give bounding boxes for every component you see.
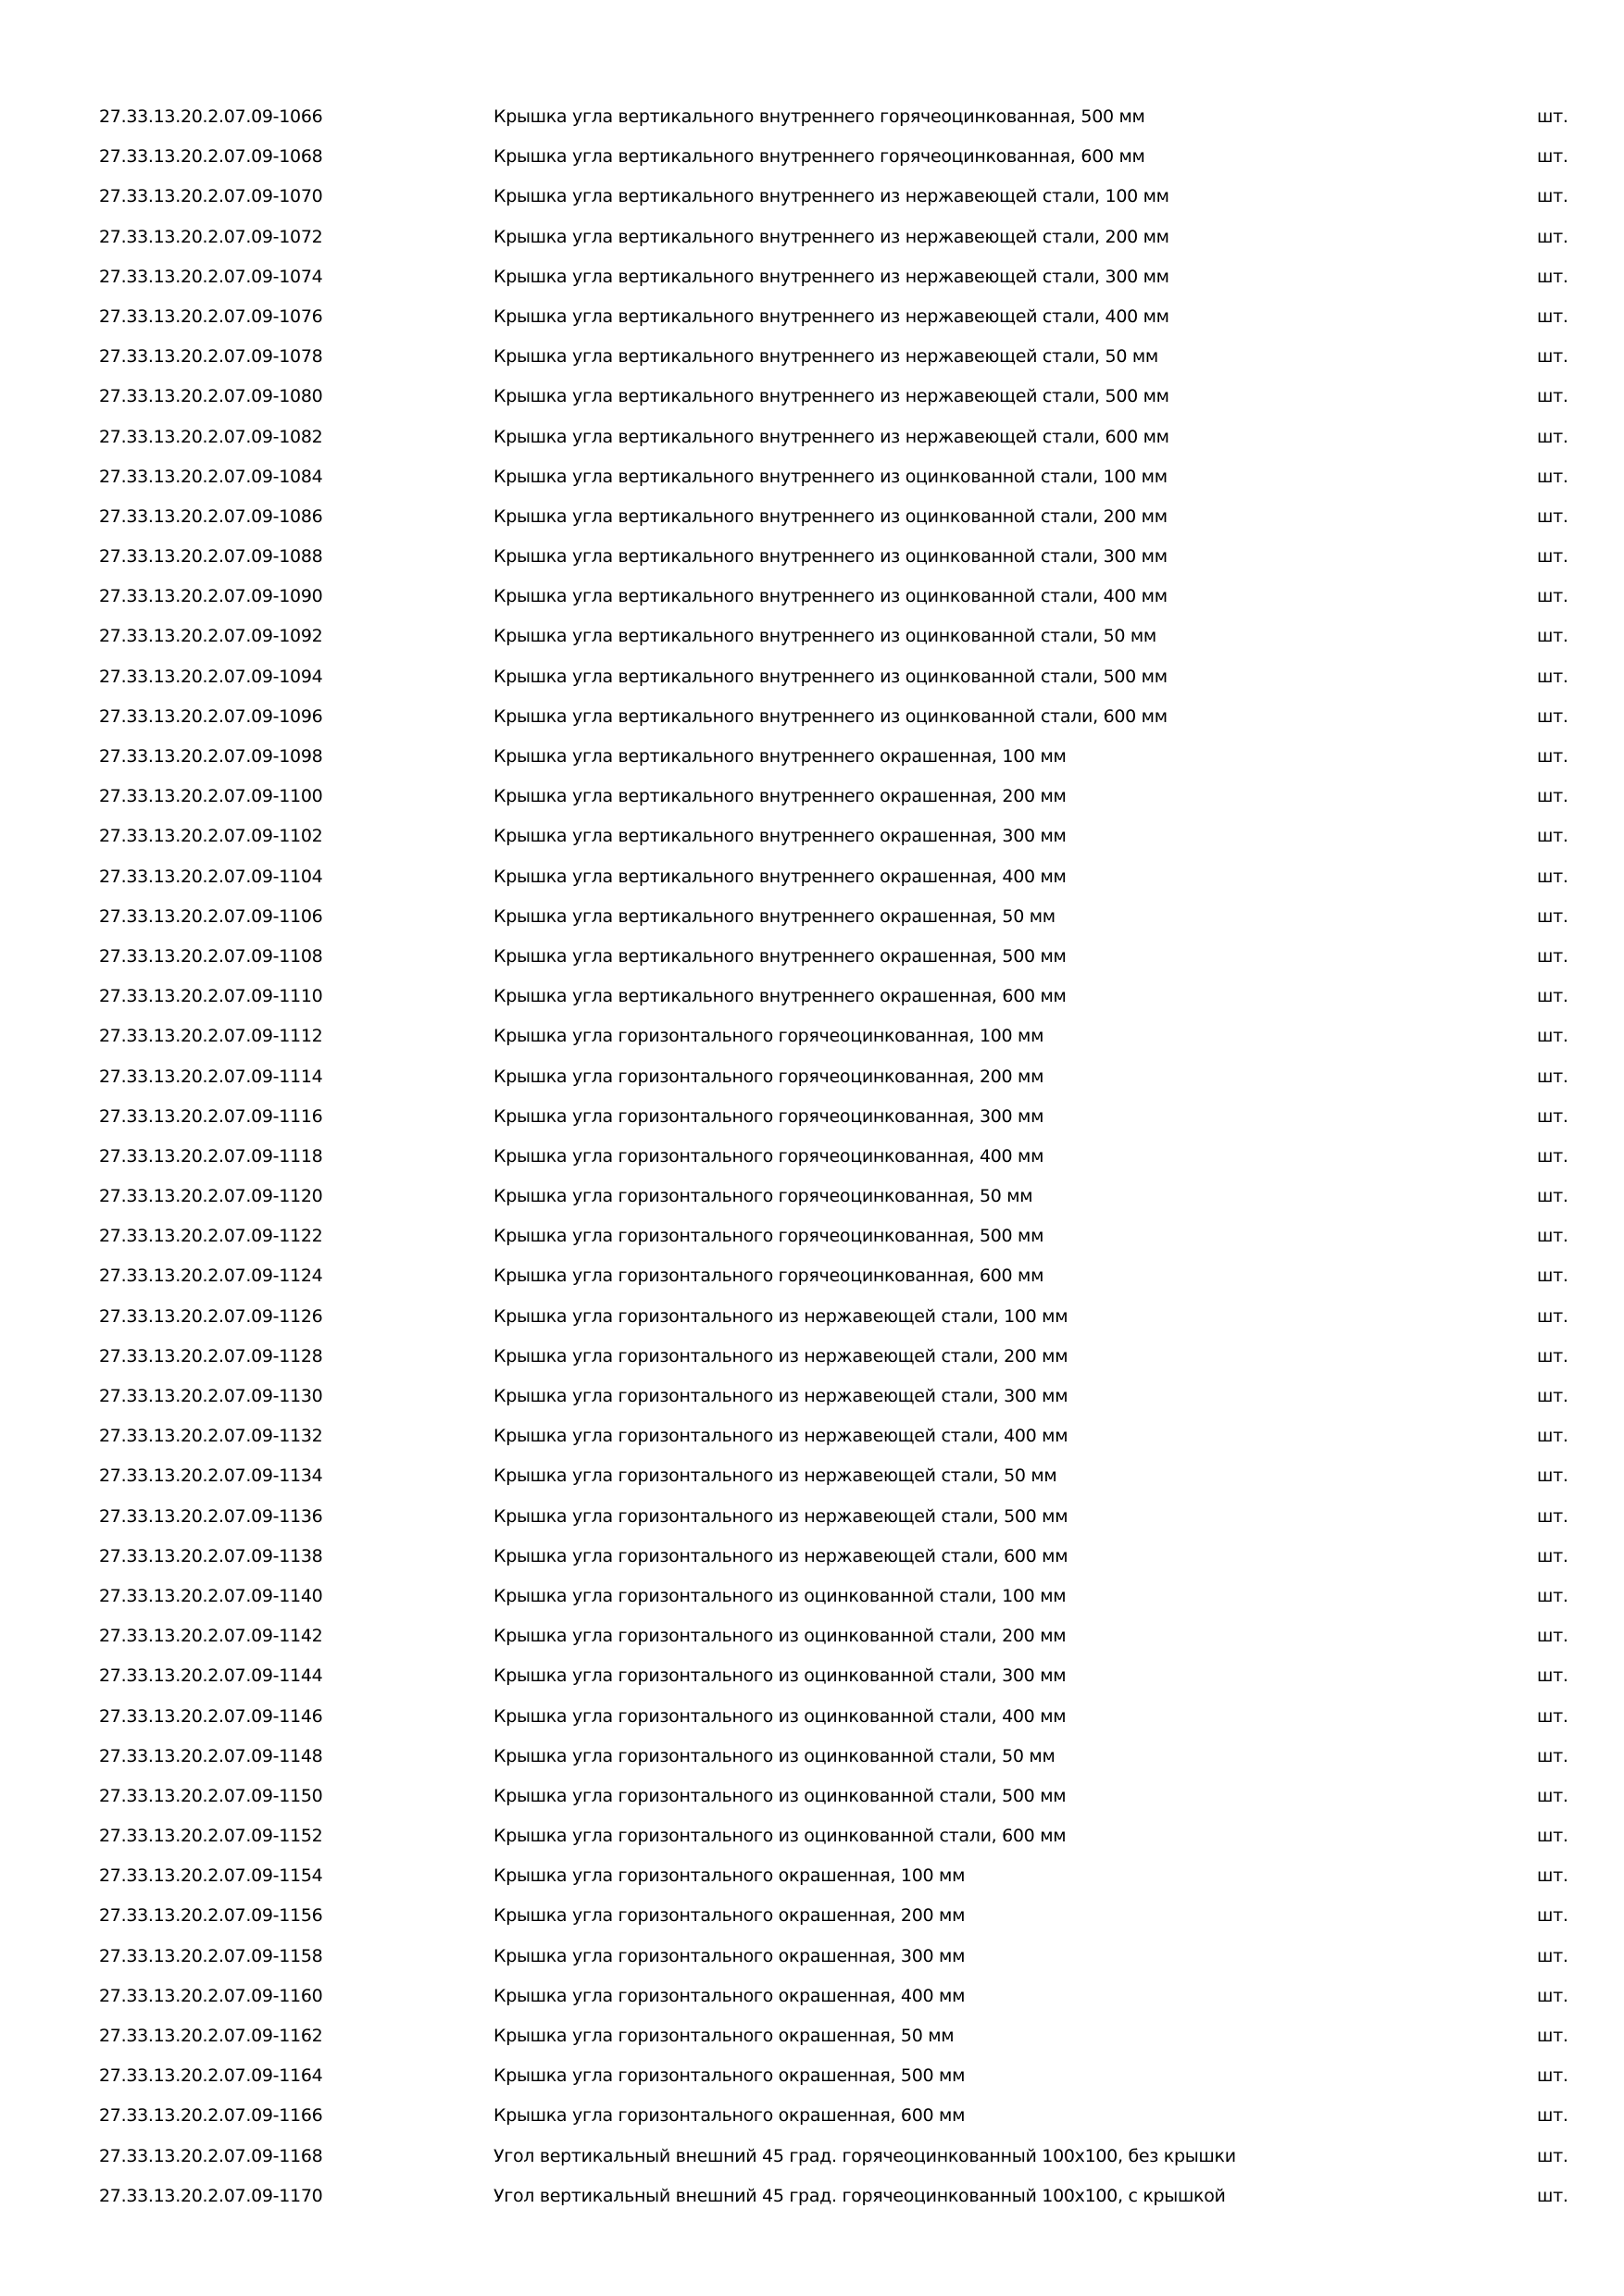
table-row [0, 1703, 1624, 1742]
item-unit: шт. [1537, 1505, 1568, 1527]
item-code: 27.33.13.20.2.07.09-1138 [99, 1545, 323, 1566]
item-unit: шт. [1537, 1626, 1568, 1647]
item-code: 27.33.13.20.2.07.09-1140 [99, 1585, 323, 1606]
item-name: Крышка угла горизонтального окрашенная, 50 мм [493, 2026, 955, 2046]
item-name: Крышка угла горизонтального из нержавеющей стали, 600 мм [493, 1545, 1068, 1566]
item-unit: шт. [1537, 1745, 1568, 1766]
item-unit: шт. [1537, 2185, 1568, 2206]
table-row [0, 1063, 1624, 1103]
item-unit: шт. [1537, 1985, 1568, 2006]
item-name: Крышка угла горизонтального горячеоцинкованная, 400 мм [493, 1145, 1044, 1167]
table-row [0, 1982, 1624, 2022]
item-name: Крышка угла вертикального внутреннего окрашенная, 300 мм [493, 826, 1067, 847]
item-code: 27.33.13.20.2.07.09-1096 [99, 705, 323, 727]
item-name: Крышка угла горизонтального из оцинкованной стали, 100 мм [493, 1585, 1067, 1606]
item-unit: шт. [1537, 1266, 1568, 1287]
item-code: 27.33.13.20.2.07.09-1066 [99, 106, 323, 127]
item-unit: шт. [1537, 2065, 1568, 2087]
item-unit: шт. [1537, 346, 1568, 368]
item-name: Крышка угла горизонтального горячеоцинкованная, 500 мм [493, 1226, 1044, 1247]
table-row [0, 903, 1624, 942]
item-name: Крышка угла вертикального внутреннего из оцинкованной стали, 100 мм [493, 466, 1168, 487]
table-row [0, 1582, 1624, 1622]
item-code: 27.33.13.20.2.07.09-1090 [99, 586, 323, 607]
table-row [0, 1503, 1624, 1542]
table-row [0, 1662, 1624, 1702]
item-code: 27.33.13.20.2.07.09-1072 [99, 226, 323, 247]
item-unit: шт. [1537, 1105, 1568, 1127]
table-row [0, 1462, 1624, 1502]
item-code: 27.33.13.20.2.07.09-1122 [99, 1226, 323, 1247]
item-name: Крышка угла вертикального внутреннего из нержавеющей стали, 200 мм [493, 226, 1169, 247]
item-name: Крышка угла горизонтального из нержавеющей стали, 200 мм [493, 1345, 1068, 1366]
item-code: 27.33.13.20.2.07.09-1116 [99, 1105, 323, 1127]
item-name: Крышка угла горизонтального окрашенная, 400 мм [493, 1985, 966, 2006]
table-row [0, 1622, 1624, 1662]
table-row [0, 1942, 1624, 1982]
item-unit: шт. [1537, 1345, 1568, 1366]
item-unit: шт. [1537, 746, 1568, 767]
item-unit: шт. [1537, 1905, 1568, 1927]
item-unit: шт. [1537, 866, 1568, 887]
item-code: 27.33.13.20.2.07.09-1112 [99, 1026, 323, 1047]
table-row [0, 2022, 1624, 2062]
item-name: Крышка угла вертикального внутреннего окрашенная, 500 мм [493, 945, 1067, 967]
item-name: Крышка угла вертикального внутреннего окрашенная, 400 мм [493, 866, 1067, 887]
table-row [0, 1222, 1624, 1262]
item-code: 27.33.13.20.2.07.09-1126 [99, 1305, 323, 1327]
table-row [0, 143, 1624, 182]
table-row [0, 2102, 1624, 2141]
item-unit: шт. [1537, 546, 1568, 568]
item-unit: шт. [1537, 146, 1568, 168]
table-row [0, 303, 1624, 343]
table-row [0, 1262, 1624, 1302]
item-code: 27.33.13.20.2.07.09-1086 [99, 505, 323, 527]
item-code: 27.33.13.20.2.07.09-1160 [99, 1985, 323, 2006]
item-unit: шт. [1537, 1466, 1568, 1487]
item-unit: шт. [1537, 426, 1568, 447]
item-name: Крышка угла вертикального внутреннего из оцинкованной стали, 300 мм [493, 546, 1168, 568]
item-name: Крышка угла горизонтального из оцинкованной стали, 50 мм [493, 1745, 1056, 1766]
item-code: 27.33.13.20.2.07.09-1106 [99, 905, 323, 927]
item-unit: шт. [1537, 1145, 1568, 1167]
item-code: 27.33.13.20.2.07.09-1132 [99, 1426, 323, 1447]
item-name: Крышка угла горизонтального окрашенная, 100 мм [493, 1866, 966, 1887]
item-name: Угол вертикальный внешний 45 град. горячеоцинкованный 100х100, с крышкой [493, 2185, 1226, 2206]
table-row [0, 543, 1624, 582]
item-code: 27.33.13.20.2.07.09-1166 [99, 2105, 323, 2127]
table-row [0, 1382, 1624, 1422]
table-row [0, 343, 1624, 382]
item-name: Крышка угла горизонтального из оцинкованной стали, 200 мм [493, 1626, 1067, 1647]
item-name: Крышка угла вертикального внутреннего из нержавеющей стали, 300 мм [493, 266, 1169, 287]
table-row [0, 1822, 1624, 1862]
item-code: 27.33.13.20.2.07.09-1168 [99, 2145, 323, 2166]
item-name: Крышка угла горизонтального горячеоцинкованная, 100 мм [493, 1026, 1044, 1047]
item-name: Крышка угла вертикального внутреннего окрашенная, 600 мм [493, 986, 1067, 1007]
item-name: Крышка угла вертикального внутреннего горячеоцинкованная, 600 мм [493, 146, 1145, 168]
item-code: 27.33.13.20.2.07.09-1124 [99, 1266, 323, 1287]
item-code: 27.33.13.20.2.07.09-1148 [99, 1745, 323, 1766]
item-name: Крышка угла горизонтального из оцинкованной стали, 400 мм [493, 1705, 1067, 1727]
table-row [0, 263, 1624, 303]
item-code: 27.33.13.20.2.07.09-1164 [99, 2065, 323, 2087]
item-unit: шт. [1537, 986, 1568, 1007]
table-row [0, 182, 1624, 222]
item-unit: шт. [1537, 1426, 1568, 1447]
item-unit: шт. [1537, 705, 1568, 727]
item-code: 27.33.13.20.2.07.09-1076 [99, 306, 323, 327]
item-unit: шт. [1537, 666, 1568, 687]
table-row [0, 863, 1624, 903]
table-row [0, 742, 1624, 782]
item-code: 27.33.13.20.2.07.09-1092 [99, 626, 323, 647]
item-code: 27.33.13.20.2.07.09-1156 [99, 1905, 323, 1927]
item-code: 27.33.13.20.2.07.09-1094 [99, 666, 323, 687]
item-code: 27.33.13.20.2.07.09-1130 [99, 1386, 323, 1406]
item-name: Крышка угла вертикального внутреннего из оцинкованной стали, 50 мм [493, 626, 1156, 647]
item-code: 27.33.13.20.2.07.09-1136 [99, 1505, 323, 1527]
item-code: 27.33.13.20.2.07.09-1070 [99, 186, 323, 207]
table-row [0, 223, 1624, 263]
item-code: 27.33.13.20.2.07.09-1084 [99, 466, 323, 487]
table-row [0, 582, 1624, 622]
item-name: Крышка угла горизонтального из нержавеющей стали, 400 мм [493, 1426, 1068, 1447]
item-code: 27.33.13.20.2.07.09-1080 [99, 386, 323, 407]
item-name: Крышка угла вертикального внутреннего окрашенная, 100 мм [493, 746, 1067, 767]
table-row [0, 1862, 1624, 1902]
item-code: 27.33.13.20.2.07.09-1170 [99, 2185, 323, 2206]
item-name: Крышка угла горизонтального окрашенная, 300 мм [493, 1945, 966, 1966]
price-list-table [0, 103, 1624, 2222]
item-unit: шт. [1537, 786, 1568, 807]
table-row [0, 2142, 1624, 2182]
item-unit: шт. [1537, 226, 1568, 247]
item-code: 27.33.13.20.2.07.09-1152 [99, 1826, 323, 1847]
item-code: 27.33.13.20.2.07.09-1150 [99, 1785, 323, 1806]
item-code: 27.33.13.20.2.07.09-1118 [99, 1145, 323, 1167]
item-code: 27.33.13.20.2.07.09-1100 [99, 786, 323, 807]
item-code: 27.33.13.20.2.07.09-1082 [99, 426, 323, 447]
item-name: Крышка угла вертикального внутреннего из нержавеющей стали, 400 мм [493, 306, 1169, 327]
item-name: Крышка угла горизонтального из нержавеющей стали, 50 мм [493, 1466, 1057, 1487]
item-unit: шт. [1537, 586, 1568, 607]
item-code: 27.33.13.20.2.07.09-1142 [99, 1626, 323, 1647]
item-name: Крышка угла вертикального внутреннего из оцинкованной стали, 200 мм [493, 505, 1168, 527]
item-code: 27.33.13.20.2.07.09-1110 [99, 986, 323, 1007]
item-code: 27.33.13.20.2.07.09-1102 [99, 826, 323, 847]
item-unit: шт. [1537, 186, 1568, 207]
item-unit: шт. [1537, 1226, 1568, 1247]
table-row [0, 622, 1624, 662]
item-unit: шт. [1537, 1866, 1568, 1887]
table-row [0, 2062, 1624, 2102]
table-row [0, 942, 1624, 982]
item-code: 27.33.13.20.2.07.09-1088 [99, 546, 323, 568]
item-unit: шт. [1537, 826, 1568, 847]
item-unit: шт. [1537, 1705, 1568, 1727]
item-code: 27.33.13.20.2.07.09-1114 [99, 1066, 323, 1087]
table-row [0, 463, 1624, 503]
item-name: Крышка угла вертикального внутреннего из нержавеющей стали, 600 мм [493, 426, 1169, 447]
table-row [0, 782, 1624, 822]
item-unit: шт. [1537, 2145, 1568, 2166]
table-row [0, 822, 1624, 862]
item-code: 27.33.13.20.2.07.09-1120 [99, 1186, 323, 1207]
table-row [0, 1782, 1624, 1822]
table-row [0, 1022, 1624, 1062]
item-name: Крышка угла вертикального внутреннего из оцинкованной стали, 500 мм [493, 666, 1168, 687]
item-name: Крышка угла вертикального внутреннего горячеоцинкованная, 500 мм [493, 106, 1145, 127]
item-code: 27.33.13.20.2.07.09-1162 [99, 2026, 323, 2046]
item-unit: шт. [1537, 1785, 1568, 1806]
item-unit: шт. [1537, 466, 1568, 487]
item-unit: шт. [1537, 945, 1568, 967]
item-name: Крышка угла вертикального внутреннего из нержавеющей стали, 50 мм [493, 346, 1158, 368]
table-row [0, 1342, 1624, 1382]
item-unit: шт. [1537, 1386, 1568, 1406]
item-code: 27.33.13.20.2.07.09-1154 [99, 1866, 323, 1887]
item-unit: шт. [1537, 106, 1568, 127]
item-code: 27.33.13.20.2.07.09-1078 [99, 346, 323, 368]
item-name: Крышка угла вертикального внутреннего окрашенная, 200 мм [493, 786, 1067, 807]
item-unit: шт. [1537, 2026, 1568, 2046]
item-code: 27.33.13.20.2.07.09-1158 [99, 1945, 323, 1966]
table-row [0, 1103, 1624, 1142]
item-unit: шт. [1537, 266, 1568, 287]
table-row [0, 1182, 1624, 1222]
table-row [0, 1902, 1624, 1941]
item-unit: шт. [1537, 1305, 1568, 1327]
item-unit: шт. [1537, 1026, 1568, 1047]
item-code: 27.33.13.20.2.07.09-1098 [99, 746, 323, 767]
table-row [0, 503, 1624, 543]
item-name: Крышка угла вертикального внутреннего из оцинкованной стали, 600 мм [493, 705, 1168, 727]
item-name: Крышка угла вертикального внутреннего из оцинкованной стали, 400 мм [493, 586, 1168, 607]
item-code: 27.33.13.20.2.07.09-1146 [99, 1705, 323, 1727]
item-name: Крышка угла горизонтального из оцинкованной стали, 600 мм [493, 1826, 1067, 1847]
table-row [0, 1142, 1624, 1182]
table-row [0, 382, 1624, 422]
item-name: Крышка угла горизонтального окрашенная, 600 мм [493, 2105, 966, 2127]
table-row [0, 663, 1624, 703]
item-name: Крышка угла горизонтального горячеоцинкованная, 600 мм [493, 1266, 1044, 1287]
item-name: Крышка угла горизонтального горячеоцинкованная, 50 мм [493, 1186, 1033, 1207]
item-name: Крышка угла горизонтального из оцинкованной стали, 300 мм [493, 1666, 1067, 1687]
item-unit: шт. [1537, 1585, 1568, 1606]
item-code: 27.33.13.20.2.07.09-1128 [99, 1345, 323, 1366]
item-code: 27.33.13.20.2.07.09-1074 [99, 266, 323, 287]
item-unit: шт. [1537, 505, 1568, 527]
item-code: 27.33.13.20.2.07.09-1144 [99, 1666, 323, 1687]
item-code: 27.33.13.20.2.07.09-1134 [99, 1466, 323, 1487]
table-row [0, 1742, 1624, 1782]
item-name: Угол вертикальный внешний 45 град. горячеоцинкованный 100х100, без крышки [493, 2145, 1236, 2166]
item-name: Крышка угла горизонтального из нержавеющей стали, 100 мм [493, 1305, 1068, 1327]
item-name: Крышка угла горизонтального окрашенная, 500 мм [493, 2065, 966, 2087]
item-name: Крышка угла горизонтального горячеоцинкованная, 300 мм [493, 1105, 1044, 1127]
table-row [0, 1542, 1624, 1582]
item-unit: шт. [1537, 905, 1568, 927]
item-name: Крышка угла горизонтального из нержавеющей стали, 300 мм [493, 1386, 1068, 1406]
item-unit: шт. [1537, 1666, 1568, 1687]
item-unit: шт. [1537, 1826, 1568, 1847]
item-name: Крышка угла горизонтального окрашенная, 200 мм [493, 1905, 966, 1927]
table-row [0, 1422, 1624, 1462]
item-name: Крышка угла горизонтального из оцинкованной стали, 500 мм [493, 1785, 1067, 1806]
item-unit: шт. [1537, 626, 1568, 647]
item-unit: шт. [1537, 1186, 1568, 1207]
table-row [0, 2182, 1624, 2222]
item-unit: шт. [1537, 386, 1568, 407]
item-code: 27.33.13.20.2.07.09-1068 [99, 146, 323, 168]
item-unit: шт. [1537, 306, 1568, 327]
item-unit: шт. [1537, 1545, 1568, 1566]
item-name: Крышка угла вертикального внутреннего из нержавеющей стали, 500 мм [493, 386, 1169, 407]
table-row [0, 982, 1624, 1022]
item-name: Крышка угла горизонтального из нержавеющей стали, 500 мм [493, 1505, 1068, 1527]
item-unit: шт. [1537, 1945, 1568, 1966]
table-row [0, 703, 1624, 742]
item-code: 27.33.13.20.2.07.09-1108 [99, 945, 323, 967]
table-row [0, 1303, 1624, 1342]
table-row [0, 103, 1624, 143]
item-name: Крышка угла горизонтального горячеоцинкованная, 200 мм [493, 1066, 1044, 1087]
item-name: Крышка угла вертикального внутреннего окрашенная, 50 мм [493, 905, 1056, 927]
item-unit: шт. [1537, 1066, 1568, 1087]
table-row [0, 423, 1624, 463]
item-code: 27.33.13.20.2.07.09-1104 [99, 866, 323, 887]
item-name: Крышка угла вертикального внутреннего из нержавеющей стали, 100 мм [493, 186, 1169, 207]
item-unit: шт. [1537, 2105, 1568, 2127]
